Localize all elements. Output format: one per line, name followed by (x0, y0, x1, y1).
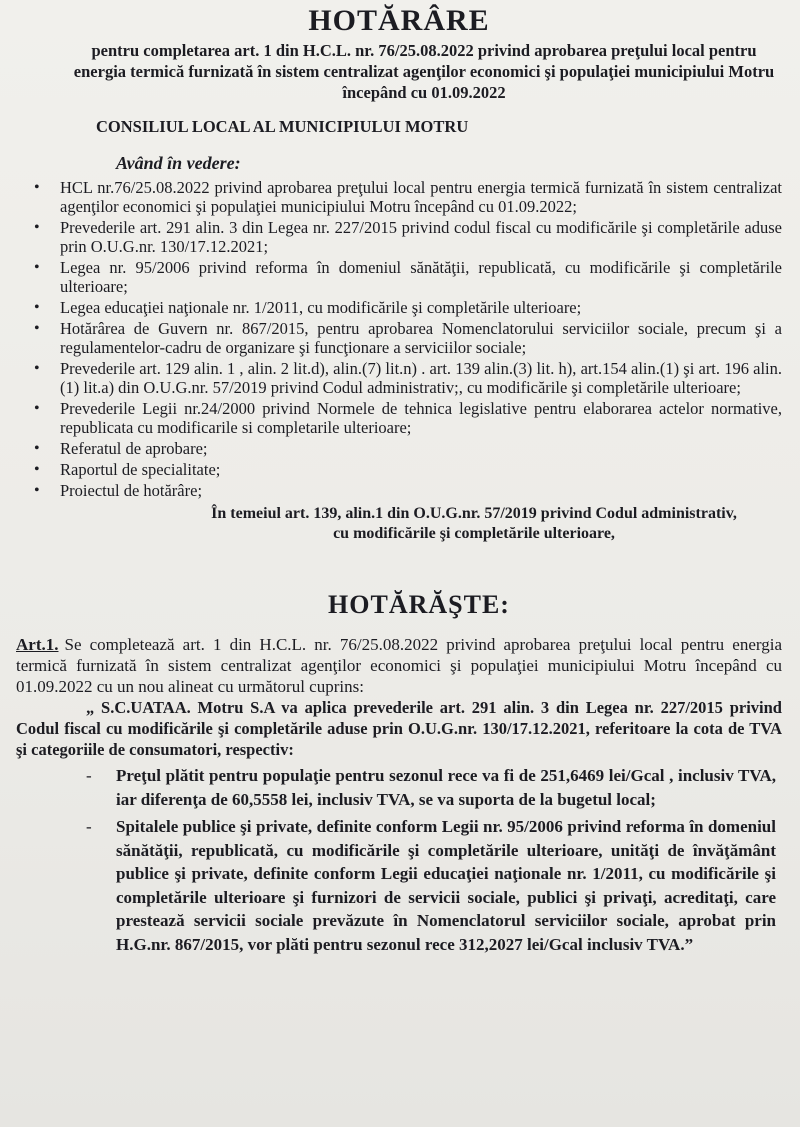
list-item: • HCL nr.76/25.08.2022 privind aprobarea preţului local pentru energia termică furnizată în sistem centralizat agenţilor economici şi populaţiei municipiului Motru începând cu 01.09.2022; (34, 178, 782, 216)
list-item: • Referatul de aprobare; (34, 439, 208, 458)
article-items (16, 764, 782, 956)
list-item: • Prevederile art. 129 alin. 1 , alin. 2 lit.d), alin.(7) lit.n) . art. 139 alin.(3) lit. h), art.154 alin.(1) şi art. 196 alin.(1) lit.a) din O.U.G.nr. 57/2019 privind Codul administrativ;, cu modificările şi completările ulterioare; (34, 359, 782, 397)
considerations-intro: Având în vedere: (116, 153, 241, 173)
list-item: • Prevederile art. 291 alin. 3 din Legea nr. 227/2015 privind codul fiscal cu modificările şi completările aduse prin O.U.G.nr. 130/17.12.2021; (34, 218, 782, 256)
document-subtitle: pentru completarea art. 1 din H.C.L. nr. 76/25.08.2022 privind aprobarea preţului local pentru energia termică furnizată în sistem centralizat agenţilor economici şi populaţiei municipiului Motru începând cu 01.09.2022 (73, 41, 775, 102)
dash-icon: - (86, 766, 92, 785)
article-label: Art.1. (16, 635, 59, 654)
list-item: • Raportul de specialitate; (34, 460, 221, 479)
council-heading: CONSILIUL LOCAL AL MUNICIPIULUI MOTRU (96, 117, 469, 136)
article-text: Se completează art. 1 din H.C.L. nr. 76/25.08.2022 privind aprobarea preţului local pentru energia termică furnizată în sistem centralizat agenţilor economici şi populaţiei municipiului Motru începând cu 01.09.2022 cu un nou alineat cu următorul cuprins: (16, 635, 782, 696)
bullet-icon: • (34, 179, 40, 196)
list-item: • Legea nr. 95/2006 privind reforma în domeniul sănătăţii, republicată, cu modificările şi completările ulterioare; (34, 258, 782, 296)
dash-icon: - (86, 817, 92, 836)
bullet-icon: • (34, 219, 40, 236)
list-item: - Spitalele publice şi private, definite conform Legii nr. 95/2006 privind reforma în domeniul sănătăţii, republicată, cu modificările şi completările ulterioare, unităţi de învăţământ publice şi private, definite conform Legii educaţiei naţionale nr. 1/2011, cu modificările şi completările ulterioare şi furnizori de servicii sociale, publici şi privaţi, acreditaţi, care prestează servicii sociale prevăzute în Nomenclatorul serviciilor sociale, aprobat prin H.G.nr. 867/2015, vor plăti pentru sezonul rece 312,2027 lei/Gcal inclusiv TVA.” (86, 817, 776, 954)
bullet-icon: • (34, 400, 40, 417)
decides-heading: HOTĂRĂŞTE: (328, 590, 510, 619)
list-item: - Preţul plătit pentru populaţie pentru sezonul rece va fi de 251,6469 lei/Gcal , inclusiv TVA, iar diferenţa de 60,5558 lei, inclusiv TVA, se va suporta de la bugetul local; (86, 766, 776, 809)
document-title: HOTĂRÂRE (308, 4, 490, 37)
bullet-icon: • (34, 482, 40, 499)
legal-basis-line: cu modificările şi completările ulterioare, (333, 525, 615, 542)
bullet-icon: • (34, 360, 40, 377)
article-1 (16, 634, 782, 697)
bullet-icon: • (34, 320, 40, 337)
list-item: • Legea educaţiei naţionale nr. 1/2011, cu modificările şi completările ulterioare; (34, 298, 582, 317)
legal-basis-line: În temeiul art. 139, alin.1 din O.U.G.nr. 57/2019 privind Codul administrativ, (211, 505, 737, 522)
bullet-icon: • (34, 440, 40, 457)
list-item: • Proiectul de hotărâre; (34, 481, 203, 500)
article-quote-intro: „ S.C.UATAA. Motru S.A va aplica prevederile art. 291 alin. 3 din Legea nr. 227/2015 privind Codul fiscal cu modificările şi completările aduse prin O.U.G.nr. 130/17.12.2021, referitoare la cota de TVA şi categoriile de consumatori, respectiv: (16, 698, 782, 759)
bullet-icon: • (34, 299, 40, 316)
bullet-icon: • (34, 461, 40, 478)
legal-basis (166, 504, 782, 544)
list-item: • Hotărârea de Guvern nr. 867/2015, pentru aprobarea Nomenclatorului serviciilor sociale, precum şi a regulamentelor-cadru de organizare şi funcţionare a serviciilor sociale; (34, 319, 782, 357)
list-item: • Prevederile Legii nr.24/2000 privind Normele de tehnica legislative pentru elaborarea actelor normative, republicata cu modificarile si completarile ulterioare; (34, 399, 782, 437)
bullet-icon: • (34, 259, 40, 276)
considerations-list (16, 178, 782, 500)
